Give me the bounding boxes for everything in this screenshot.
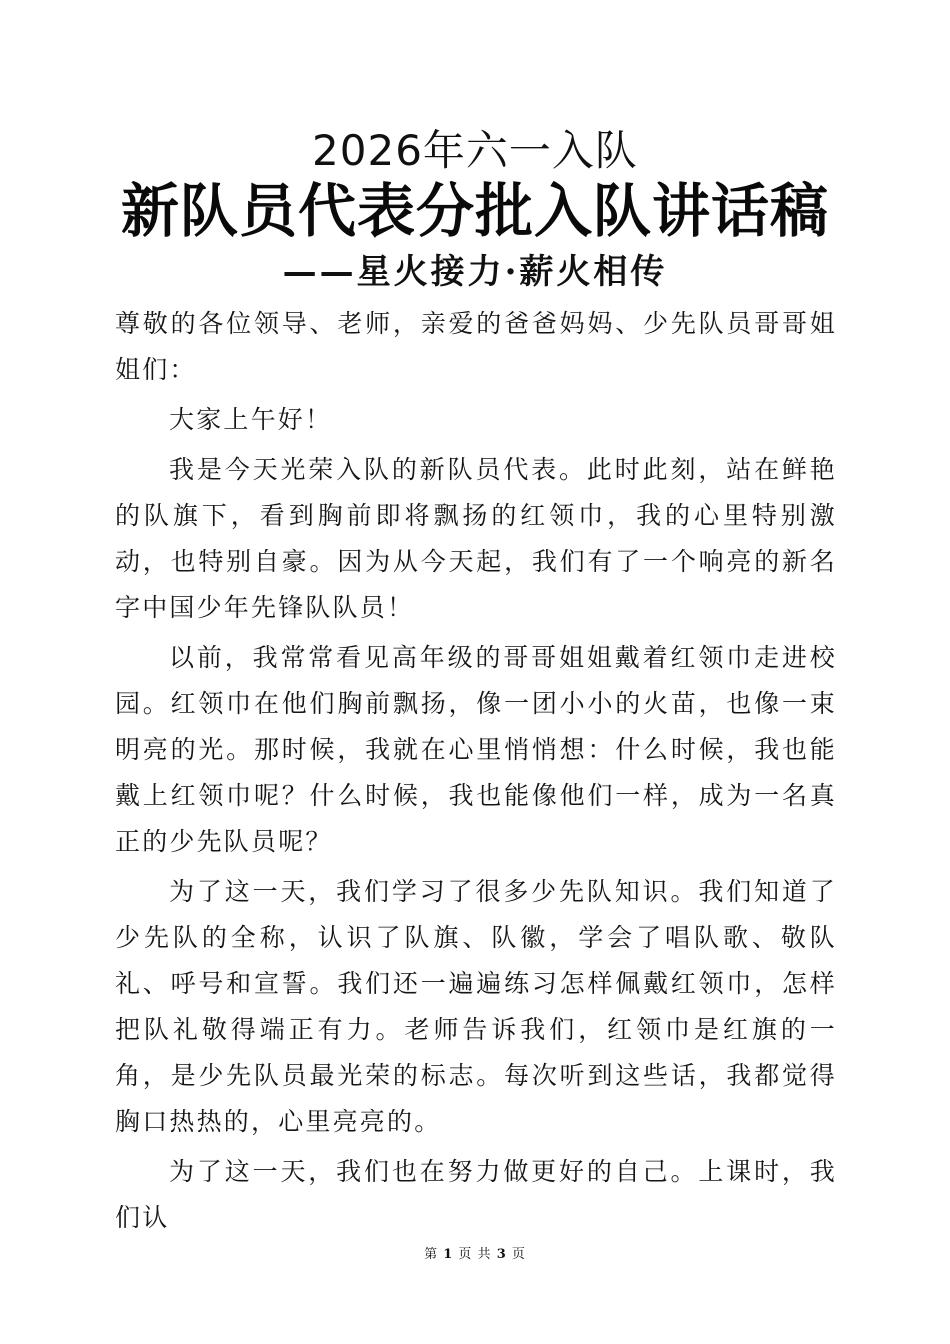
paragraph: 为了这一天，我们学习了很多少先队知识。我们知道了少先队的全称，认识了队旗、队徽，学会了唱队歌、敬队礼、呼号和宣誓。我们还一遍遍练习怎样佩戴红领巾，怎样把队礼敬得端正有力。老师告诉我们，红领巾是红旗的一角，是少先队员最光荣的标志。每次听到这些话，我都觉得胸口热热的，心里亮亮的。	[115, 877, 837, 1136]
footer-current-page: 1	[443, 1247, 454, 1262]
paragraph-greeting: 大家上午好！	[169, 405, 333, 434]
document-title-year: 2026年六一入队	[312, 126, 638, 175]
paragraph: 为了这一天，我们也在努力做更好的自己。上课时，我们认	[115, 1157, 837, 1232]
footer-total-pages: 3	[496, 1247, 507, 1262]
footer-prefix: 第	[424, 1247, 439, 1262]
page-footer	[0, 1246, 950, 1264]
speech-body	[115, 301, 837, 1245]
footer-suffix: 页	[511, 1247, 526, 1262]
footer-middle: 页 共	[458, 1247, 492, 1262]
paragraph: 以前，我常常看见高年级的哥哥姐姐戴着红领巾走进校园。红领巾在他们胸前飘扬，像一团小小的火苗，也像一束明亮的光。那时候，我就在心里悄悄想：什么时候，我也能戴上红领巾呢？什么时候，我也能像他们一样，成为一名真正的少先队员呢？	[115, 643, 837, 856]
salutation: 尊敬的各位领导、老师，亲爱的爸爸妈妈、少先队员哥哥姐姐们：	[115, 309, 837, 384]
document-subtitle: ——星火接力·薪火相传	[282, 252, 668, 292]
paragraph: 我是今天光荣入队的新队员代表。此时此刻，站在鲜艳的队旗下，看到胸前即将飘扬的红领巾，我的心里特别激动，也特别自豪。因为从今天起，我们有了一个响亮的新名字中国少年先锋队队员！	[115, 455, 837, 622]
document-title-main: 新队员代表分批入队讲话稿	[120, 177, 829, 245]
